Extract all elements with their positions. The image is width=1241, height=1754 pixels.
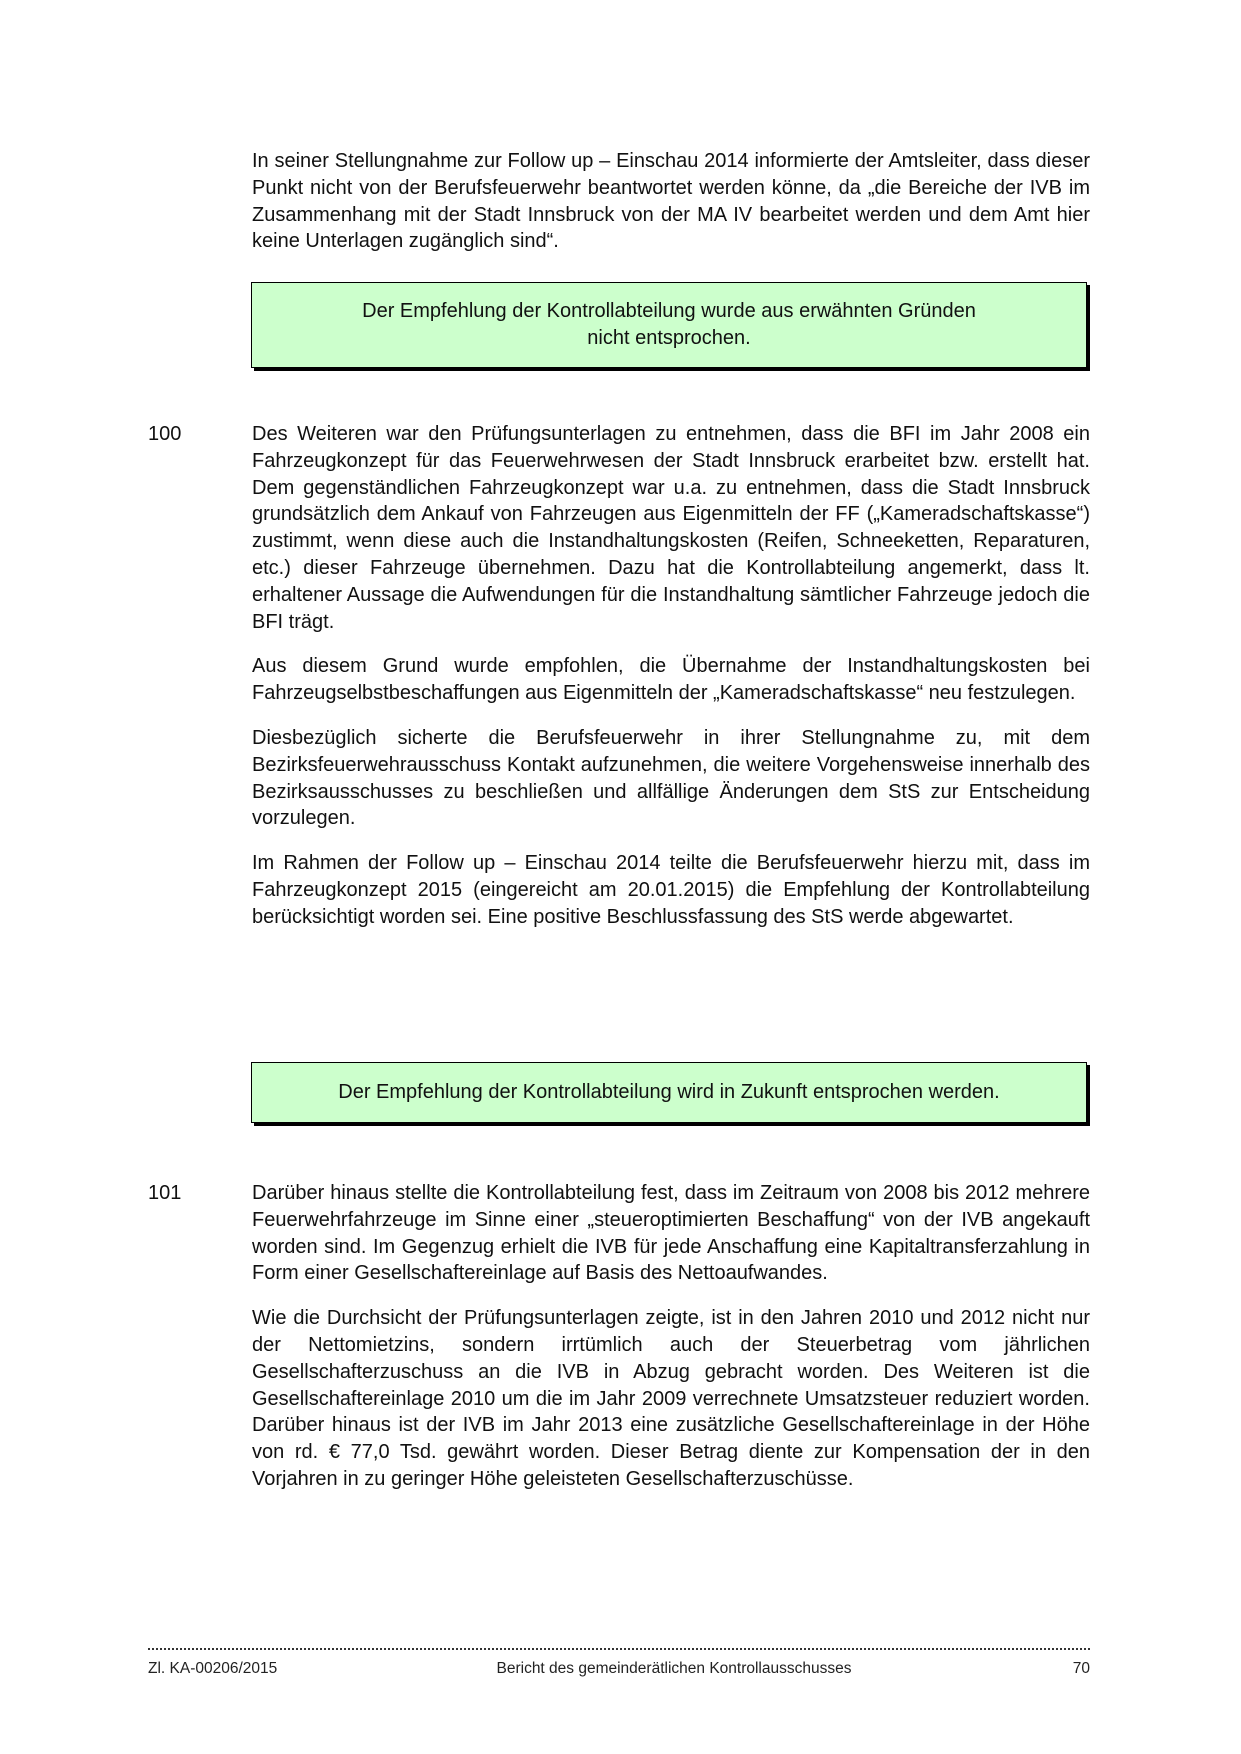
recommendation-status-box-1 [251,282,1087,368]
paragraph: In seiner Stellungnahme zur Follow up – Einschau 2014 informierte der Amtsleiter, dass dieser Punkt nicht von der Berufsfeuerwehr beantwortet werden könne, da „die Bereiche der IVB im Zusammenhang mit der Stadt Innsbruck von der MA IV bearbeitet werden und dem Amt hier keine Unterlagen zugänglich sind“. [252,150,1090,253]
box-line: Der Empfehlung der Kontrollabteilung wird in Zukunft entsprochen werden. [338,1081,1000,1104]
paragraph: Des Weiteren war den Prüfungsunterlagen zu entnehmen, dass die BFI im Jahr 2008 ein Fahrzeugkonzept für das Feuerwehrwesen der Stadt Innsbruck erarbeitet bzw. erstellt hat. Dem gegenständlichen Fahrzeugkonzept war u.a. zu entnehmen, dass die Stadt Innsbruck grundsätzlich dem Ankauf von Fahrzeugen aus Eigenmitteln der FF („Kameradschaftskasse“) zustimmt, wenn diese auch die Instandhaltungskosten (Reifen, Schneeketten, Reparaturen, etc.) dieser Fahrzeuge übernehmen. Dazu hat die Kontrollabteilung angemerkt, dass lt. erhaltener Aussage die Aufwendungen für die Instandhaltung sämtlicher Fahrzeuge jedoch die BFI trägt. [252,423,1090,633]
page-footer [148,1660,1090,1684]
footer-divider [148,1648,1090,1650]
box-line: Der Empfehlung der Kontrollabteilung wurde aus erwähnten Gründen [362,300,976,323]
section-100-text [252,421,1090,931]
page-number: 70 [1072,1660,1090,1677]
paragraph: Diesbezüglich sicherte die Berufsfeuerwehr in ihrer Stellungnahme zu, mit dem Bezirksfeuerwehrausschuss Kontakt aufzunehmen, die weitere Vorgehensweise innerhalb des Bezirksausschusses zu beschließen und allfällige Änderungen dem StS zur Entscheidung vorzulegen. [252,726,1090,830]
paragraph: Im Rahmen der Follow up – Einschau 2014 teilte die Berufsfeuerwehr hierzu mit, dass im Fahrzeugkonzept 2015 (eingereicht am 20.01.2015) die Empfehlung der Kontrollabteilung berücksichtigt worden sei. Eine positive Beschlussfassung des StS werde abgewartet. [252,852,1090,928]
paragraph: Darüber hinaus stellte die Kontrollabteilung fest, dass im Zeitraum von 2008 bis 2012 mehrere Feuerwehrfahrzeuge im Sinne einer „steueroptimierten Beschaffung“ von der IVB angekauft worden sind. Im Gegenzug erhielt die IVB für jede Anschaffung eine Kapitaltransferzahlung in Form einer Gesellschaftereinlage auf Basis des Nettoaufwandes. [252,1182,1090,1285]
section-101-text [252,1180,1090,1493]
paragraph: Wie die Durchsicht der Prüfungsunterlagen zeigte, ist in den Jahren 2010 und 2012 nicht nur der Nettomietzins, sondern irrtümlich auch der Steuerbetrag vom jährlichen Gesellschafterzuschuss an die IVB in Abzug gebracht worden. Des Weiteren ist die Gesellschaftereinlage 2010 um die im Jahr 2009 verrechnete Umsatzsteuer reduziert worden. Darüber hinaus ist der IVB im Jahr 2013 eine zusätzliche Gesellschaftereinlage in der Höhe von rd. € 77,0 Tsd. gewährt worden. Dieser Betrag diente zur Kompensation der in den Vorjahren in zu geringer Höhe geleisteten Gesellschafterzuschüsse. [252,1307,1090,1490]
footer-title: Bericht des gemeinderätlichen Kontrollausschusses [496,1660,852,1677]
footer-reference: Zl. KA-00206/2015 [148,1660,278,1677]
section-number-101: 101 [148,1182,182,1204]
section-number-100: 100 [148,423,182,445]
paragraph: Aus diesem Grund wurde empfohlen, die Übernahme der Instandhaltungskosten bei Fahrzeugselbstbeschaffungen aus Eigenmitteln der „Kameradschaftskasse“ neu festzulegen. [252,655,1090,705]
box-line: nicht entsprochen. [587,327,751,349]
recommendation-status-box-2 [251,1062,1087,1123]
intro-text [252,148,1090,255]
